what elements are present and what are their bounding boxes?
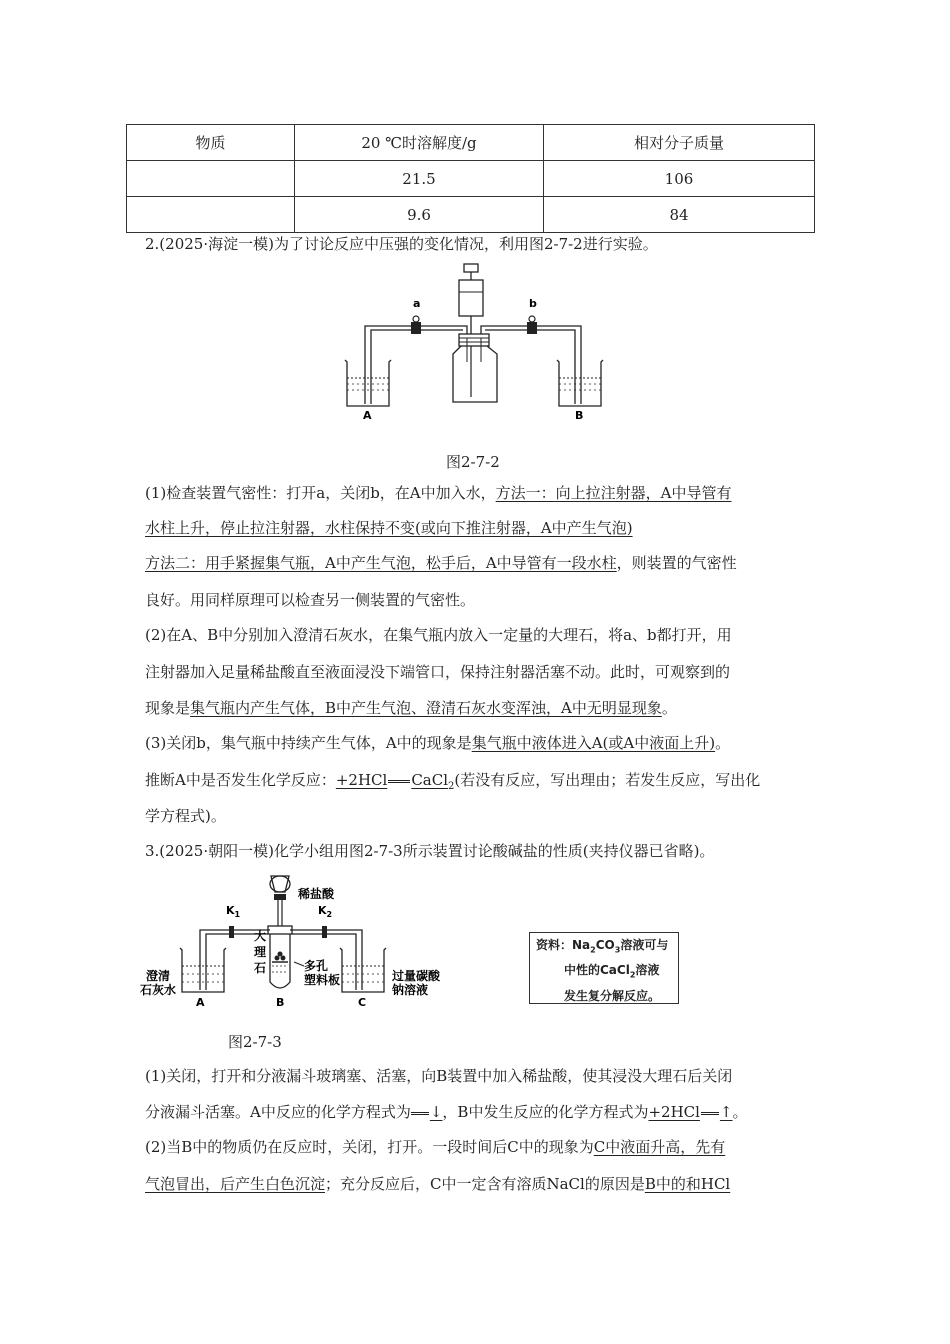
figure-2-7-3: [140, 866, 460, 1006]
label-b: b: [529, 297, 537, 310]
q2-intro: 2.(2025·海淀一模)为了讨论反应中压强的变化情况，利用图2-7-2进行实验。: [145, 235, 658, 253]
table-cell: 21.5: [295, 161, 544, 197]
text-span: ，则装置的气密性: [616, 554, 737, 572]
answer-span: [335, 771, 455, 792]
label-limewater: 石灰水: [140, 983, 177, 997]
q3-p1-line: (1)关闭，打开和分液漏斗玻璃塞、活塞，向B装置中加入稀盐酸，使其浸没大理石后关闭: [145, 1067, 733, 1085]
label-k2-letter: K: [318, 904, 327, 917]
subscript: 3: [614, 945, 621, 955]
q2-p1-line: 良好。用同样原理可以检查另一侧装置的气密性。: [145, 591, 476, 609]
reference-note-box: [529, 932, 679, 1004]
table-header-cell: 相对分子质量: [544, 125, 815, 161]
table-cell: 106: [544, 161, 815, 197]
label-a: a: [413, 297, 421, 310]
text-span: (2)当B中的物质仍在反应时，关闭，打开。一段时间后C中的现象为: [145, 1138, 594, 1156]
equation-arrow: [411, 1112, 429, 1115]
table-row: [127, 197, 815, 233]
label-marble: 石: [254, 961, 267, 975]
answer-span: 水柱上升，停止拉注射器，水柱保持不变(或向下推注射器，A中产生气泡): [145, 519, 633, 537]
figure-caption: 图2-7-2: [446, 453, 500, 471]
note-text: CO: [595, 938, 615, 952]
text-span: (1)检查装置气密性：打开a，关闭b，在A中加入水，: [145, 484, 496, 502]
note-line: 发生复分解反应。: [564, 988, 661, 1003]
text-span: (3)关闭b，集气瓶中持续产生气体，A中的现象是: [145, 734, 472, 752]
label-k2-sub: 2: [326, 910, 333, 919]
table-header-cell: 物质: [127, 125, 295, 161]
answer-span: 方法一：向上拉注射器，A中导管有: [495, 484, 732, 502]
equation-part: +2HCl: [335, 771, 388, 789]
note-text: 溶液可与: [620, 938, 669, 952]
answer-span: [411, 1103, 443, 1121]
label-marble: 理: [254, 945, 267, 959]
figure-caption: 图2-7-3: [228, 1033, 282, 1051]
q3-intro: 3.(2025·朝阳一模)化学小组用图2-7-3所示装置讨论酸碱盐的性质(夹持仪器已省略)。: [145, 842, 715, 860]
q3-p1-line: [145, 1102, 748, 1122]
label-limewater: 澄清: [146, 969, 171, 983]
text-span: 。: [715, 734, 731, 752]
text-span: ；充分反应后，C中一定含有溶质NaCl的原因是: [325, 1175, 645, 1193]
label-A: A: [196, 996, 205, 1006]
label-marble: 大: [254, 929, 267, 943]
subscript: 2: [629, 970, 636, 980]
table-cell: 84: [544, 197, 815, 233]
label-k1-letter: K: [226, 904, 235, 917]
note-text: 资料：Na: [536, 938, 591, 952]
label-k1-sub: 1: [234, 910, 241, 919]
q2-p3-line: [145, 770, 760, 797]
q2-p2-line: (2)在A、B中分别加入澄清石灰水，在集气瓶内放入一定量的大理石，将a、b都打开，用: [145, 626, 732, 644]
answer-span: B中的和HCl: [644, 1175, 731, 1193]
equation-arrow: [701, 1112, 719, 1115]
text-span: 。: [661, 699, 677, 717]
q3-p2-line: [145, 1137, 725, 1157]
text-span: 现象是: [145, 699, 191, 717]
note-text: 中性的CaCl: [564, 963, 630, 978]
subscript: 2: [590, 945, 596, 955]
label-B: B: [276, 996, 285, 1006]
q2-p2-line: [145, 698, 677, 718]
q2-p3-line: 学方程式)。: [145, 807, 226, 825]
table-row: [127, 161, 815, 197]
table-cell: [127, 161, 295, 197]
q2-p1-line: [145, 553, 737, 573]
q3-p2-line: [145, 1174, 730, 1194]
equation-part: ↓: [429, 1103, 443, 1121]
label-soda: 钠溶液: [392, 983, 429, 997]
equation-arrow: [388, 780, 410, 783]
note-line: [536, 960, 672, 985]
solubility-table: [126, 124, 815, 233]
label-k1: [226, 904, 241, 919]
q2-p2-line: 注射器加入足量稀盐酸直至液面浸没下端管口，保持注射器活塞不动。此时，可观察到的: [145, 663, 731, 681]
label-acid: 稀盐酸: [298, 887, 335, 901]
equation-part: CaCl: [411, 771, 449, 789]
text-span: (若没有反应，写出理由；若发生反应，写出化: [454, 771, 761, 789]
table-cell: 9.6: [295, 197, 544, 233]
label-C: C: [358, 996, 367, 1006]
subscript: 2: [448, 781, 455, 792]
equation-part: +2HCl: [648, 1103, 700, 1121]
note-text: 溶液: [635, 963, 660, 978]
label-soda: 过量碳酸: [392, 969, 441, 983]
q2-p1-line: [145, 483, 731, 503]
answer-span: 集气瓶中液体进入A(或A中液面上升): [471, 734, 716, 752]
label-plate: 塑料板: [304, 973, 341, 987]
text-span: 分液漏斗活塞。A中反应的化学方程式为: [145, 1103, 411, 1121]
label-A: A: [363, 409, 372, 422]
note-line: [536, 935, 672, 960]
label-k2: [318, 904, 332, 919]
answer-span: 方法二：用手紧握集气瓶，A中产生气泡，松手后，A中导管有一段水柱: [145, 554, 617, 572]
answer-span: C中液面升高，先有: [593, 1138, 726, 1156]
equation-part: ↑: [719, 1103, 733, 1121]
answer-span: [648, 1103, 732, 1121]
answer-span: 气泡冒出，后产生白色沉淀: [145, 1175, 326, 1193]
label-B: B: [575, 409, 584, 422]
figure-2-7-2: [335, 262, 625, 424]
table-cell: [127, 197, 295, 233]
table-header-cell: 20 ℃时溶解度/g: [295, 125, 544, 161]
answer-span: 集气瓶内产生气体，B中产生气泡、澄清石灰水变浑浊，A中无明显现象: [190, 699, 662, 717]
label-plate: 多孔: [304, 959, 329, 973]
text-span: 。: [732, 1103, 748, 1121]
text-span: ，B中发生反应的化学方程式为: [442, 1103, 649, 1121]
q2-p1-line: [145, 518, 633, 538]
table-header-row: [127, 125, 815, 161]
text-span: 推断A中是否发生化学反应：: [145, 771, 336, 789]
q2-p3-line: [145, 733, 730, 753]
